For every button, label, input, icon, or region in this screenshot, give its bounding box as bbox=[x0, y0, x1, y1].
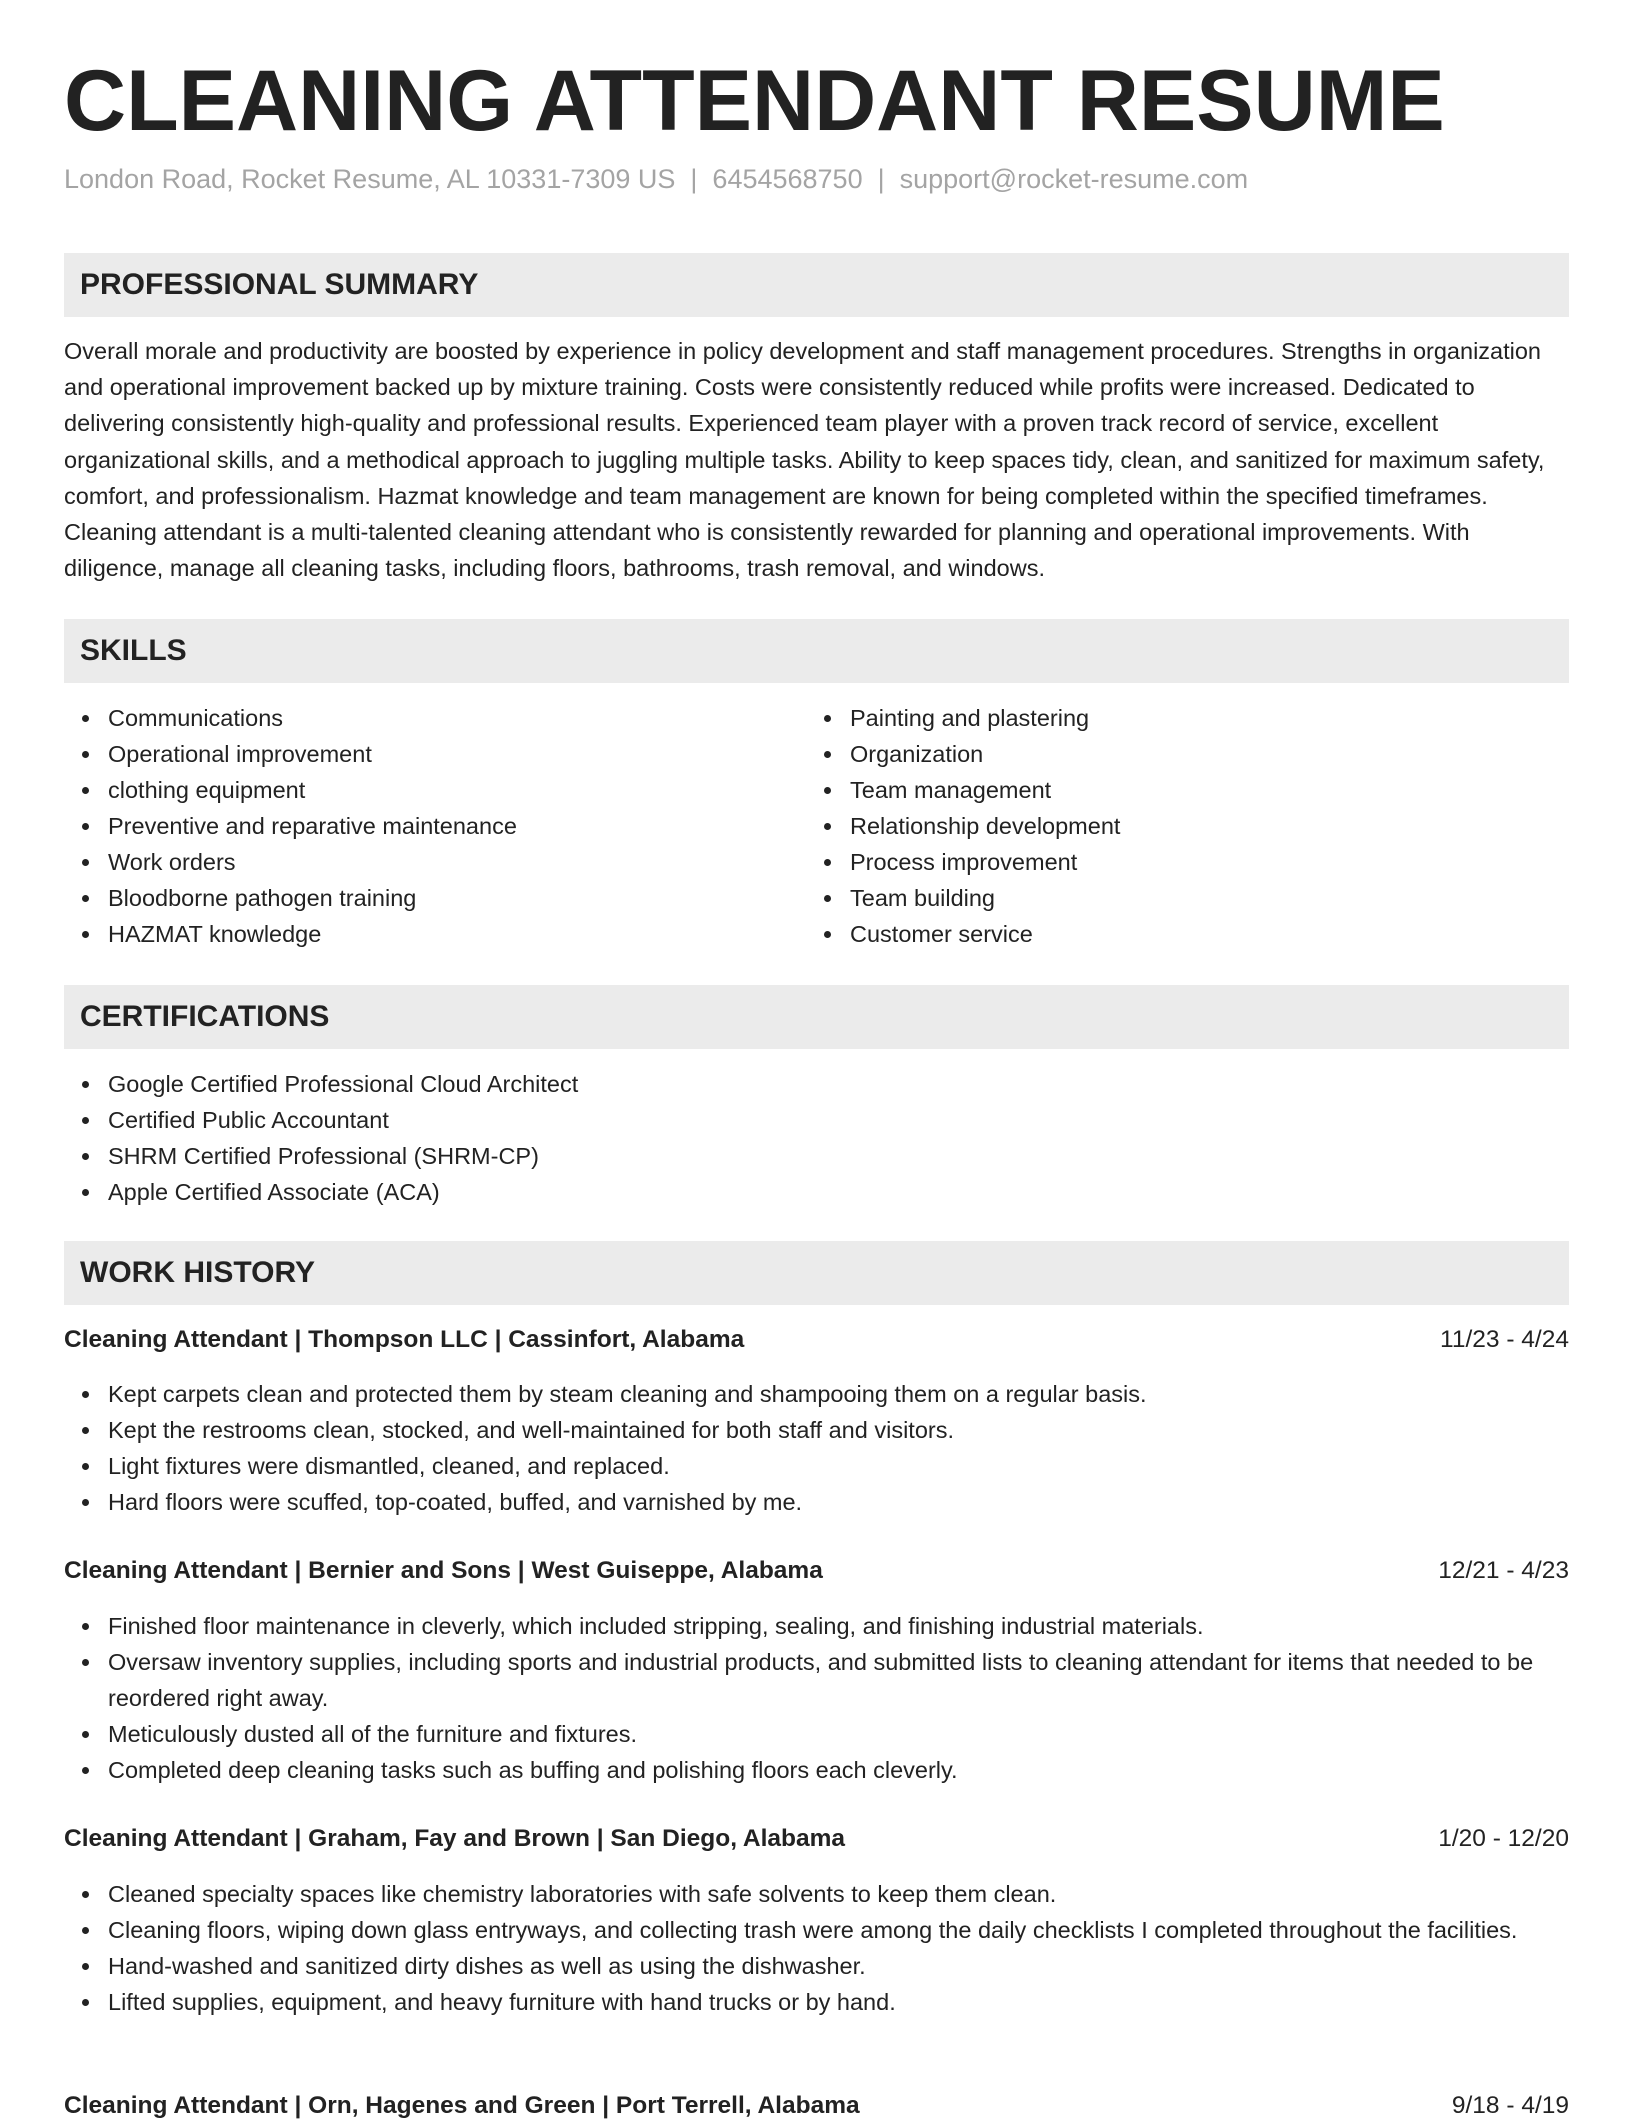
job-bullet: Completed deep cleaning tasks such as buffing and polishing floors each cleverly. bbox=[108, 1752, 1569, 1788]
skill-item: Relationship development bbox=[850, 808, 1550, 844]
job-bullet: Finished floor maintenance in cleverly, which included stripping, sealing, and finishing industrial materials. bbox=[108, 1608, 1569, 1644]
resume-title: CLEANING ATTENDANT RESUME bbox=[64, 53, 1445, 149]
job-bullets bbox=[64, 1608, 1569, 1788]
job-bullet: Light fixtures were dismantled, cleaned, and replaced. bbox=[108, 1448, 1569, 1484]
job-dates: 9/18 - 4/19 bbox=[1451, 2092, 1569, 2119]
job-title: Cleaning Attendant | Orn, Hagenes and Green | Port Terrell, Alabama bbox=[64, 2092, 860, 2119]
section-header-skills: SKILLS bbox=[64, 619, 1569, 683]
skill-item: Painting and plastering bbox=[850, 700, 1550, 736]
job-bullet: Kept carpets clean and protected them by steam cleaning and shampooing them on a regular basis. bbox=[108, 1376, 1569, 1412]
certifications-list bbox=[64, 1066, 1569, 1210]
job-title: Cleaning Attendant | Graham, Fay and Brown | San Diego, Alabama bbox=[64, 1825, 846, 1852]
certification-item: SHRM Certified Professional (SHRM-CP) bbox=[108, 1138, 1569, 1174]
job-bullet: Cleaning floors, wiping down glass entryways, and collecting trash were among the daily checklists I completed throughout the facilities. bbox=[108, 1912, 1569, 1948]
job-bullet: Meticulously dusted all of the furniture and fixtures. bbox=[108, 1716, 1569, 1752]
contact-separator: | bbox=[690, 164, 698, 194]
job-bullets bbox=[64, 1376, 1569, 1520]
certification-item: Certified Public Accountant bbox=[108, 1102, 1569, 1138]
contact-phone: 6454568750 bbox=[712, 164, 863, 194]
skill-item: Organization bbox=[850, 736, 1550, 772]
job-dates: 11/23 - 4/24 bbox=[1440, 1326, 1569, 1353]
contact-separator: | bbox=[877, 164, 885, 194]
job-bullet: Lifted supplies, equipment, and heavy furniture with hand trucks or by hand. bbox=[108, 1984, 1569, 2020]
job-dates: 12/21 - 4/23 bbox=[1438, 1557, 1569, 1584]
job-bullet: Cleaned specialty spaces like chemistry laboratories with safe solvents to keep them clean. bbox=[108, 1876, 1569, 1912]
skills-list-right bbox=[806, 700, 1550, 952]
skill-item: Communications bbox=[108, 700, 808, 736]
skill-item: Preventive and reparative maintenance bbox=[108, 808, 808, 844]
skill-item: clothing equipment bbox=[108, 772, 808, 808]
job-bullet: Kept the restrooms clean, stocked, and well-maintained for both staff and visitors. bbox=[108, 1412, 1569, 1448]
contact-line bbox=[64, 164, 1248, 195]
job-bullet: Oversaw inventory supplies, including sports and industrial products, and submitted lists to cleaning attendant for items that needed to be reordered right away. bbox=[108, 1644, 1569, 1716]
summary-text: Overall morale and productivity are boosted by experience in policy development and staff management procedures. Strengths in organization and operational improvement backed up by mixture training. Costs were consistently reduced while profits were increased. Dedicated to delivering consistently high-quality and professional results. Experienced team player with a proven track record of service, excellent organizational skills, and a methodical approach to juggling multiple tasks. Ability to keep spaces tidy, clean, and sanitized for maximum safety, comfort, and professionalism. Hazmat knowledge and team management are known for being completed within the specified timeframes. Cleaning attendant is a multi-talented cleaning attendant who is consistently rewarded for planning and operational improvements. With diligence, manage all cleaning tasks, including floors, bathrooms, trash removal, and windows. bbox=[64, 338, 1545, 582]
job-dates: 1/20 - 12/20 bbox=[1438, 1825, 1569, 1852]
certification-item: Apple Certified Associate (ACA) bbox=[108, 1174, 1569, 1210]
job-title: Cleaning Attendant | Bernier and Sons | West Guiseppe, Alabama bbox=[64, 1557, 823, 1584]
section-header-certifications: CERTIFICATIONS bbox=[64, 985, 1569, 1049]
skill-item: HAZMAT knowledge bbox=[108, 916, 808, 952]
certification-item: Google Certified Professional Cloud Architect bbox=[108, 1066, 1569, 1102]
skill-item: Bloodborne pathogen training bbox=[108, 880, 808, 916]
skill-item: Process improvement bbox=[850, 844, 1550, 880]
job-bullets bbox=[64, 1876, 1569, 2020]
job-title: Cleaning Attendant | Thompson LLC | Cassinfort, Alabama bbox=[64, 1326, 745, 1353]
skill-item: Team building bbox=[850, 880, 1550, 916]
contact-email: support@rocket-resume.com bbox=[899, 164, 1249, 194]
contact-address: London Road, Rocket Resume, AL 10331-7309 US bbox=[64, 164, 676, 194]
skill-item: Operational improvement bbox=[108, 736, 808, 772]
skill-item: Team management bbox=[850, 772, 1550, 808]
job-bullet: Hard floors were scuffed, top-coated, buffed, and varnished by me. bbox=[108, 1484, 1569, 1520]
section-header-professional-summary: PROFESSIONAL SUMMARY bbox=[64, 253, 1569, 317]
section-header-work-history: WORK HISTORY bbox=[64, 1241, 1569, 1305]
skills-list-left bbox=[64, 700, 808, 952]
job-bullet: Hand-washed and sanitized dirty dishes as well as using the dishwasher. bbox=[108, 1948, 1569, 1984]
skill-item: Customer service bbox=[850, 916, 1550, 952]
skill-item: Work orders bbox=[108, 844, 808, 880]
